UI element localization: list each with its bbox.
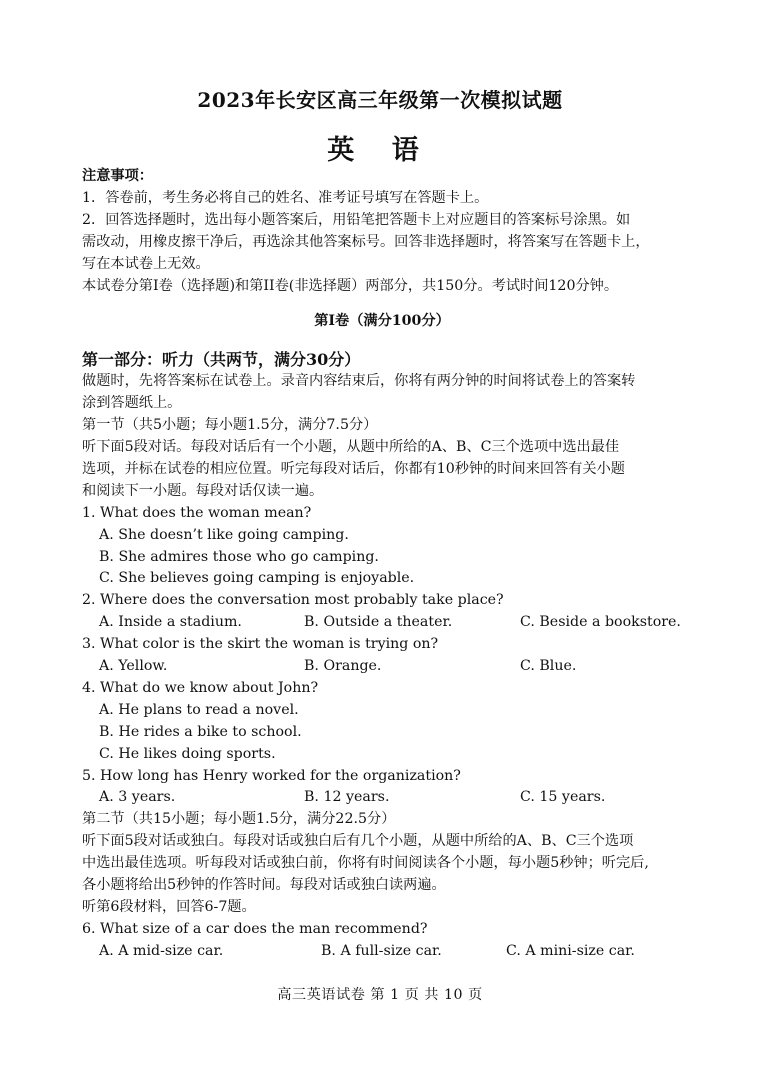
note-1: 1．答卷前，考生务必将自己的姓名、准考证号填写在答题卡上。: [82, 189, 489, 206]
question-5-stem: 5. How long has Henry worked for the organization?: [82, 767, 461, 784]
question-5-option-a: A. 3 years.: [99, 789, 176, 806]
question-2-stem: 2. Where does the conversation most probably take place?: [82, 592, 504, 609]
question-5-options: [82, 787, 682, 809]
section-2-instruction-line-1: 听下面5段对话或独白。每段对话或独白后有几个小题，从题中所给的A、B、C三个选项: [82, 833, 634, 850]
section-2-material-note: 听第6段材料，回答6-7题。: [82, 899, 256, 915]
question-4-stem: 4. What do we know about John?: [82, 679, 319, 696]
question-6-option-b: B. A full-size car.: [321, 942, 442, 959]
section-1-instruction-line-2: 选项，并标在试卷的相应位置。听完每段对话后，你都有10秒钟的时间来回答有关小题: [82, 460, 625, 477]
section-1-instruction-line-3: 和阅读下一小题。每段对话仅读一遍。: [82, 482, 324, 499]
question-6-option-c: C. A mini-size car.: [506, 942, 635, 959]
question-6-stem: 6. What size of a car does the man recommend?: [82, 920, 428, 937]
question-3-option-c: C. Blue.: [520, 658, 577, 675]
question-2-option-a: A. Inside a stadium.: [99, 614, 242, 631]
question-3-options: [82, 656, 682, 678]
note-2-line-3: 写在本试卷上无效。: [82, 255, 210, 272]
notes-heading: 注意事项：: [82, 168, 153, 184]
question-6-options: [82, 941, 682, 963]
question-4-option-c: C. He likes doing sports.: [99, 745, 276, 762]
question-1-option-a: A. She doesn’t like going camping.: [99, 526, 349, 543]
exam-structure-note: 本试卷分第I卷（选择题)和第II卷(非选择题）两部分，共150分。考试时间120分钟。: [82, 277, 619, 294]
question-3-stem: 3. What color is the skirt the woman is trying on?: [82, 636, 439, 653]
question-3-option-a: A. Yellow.: [99, 658, 168, 675]
part-1-heading: 第一部分：听力（共两节，满分30分）: [82, 350, 361, 370]
exam-title: 2023年长安区高三年级第一次模拟试题: [197, 88, 563, 112]
question-2-option-b: B. Outside a theater.: [304, 614, 453, 631]
note-2-line-1: 2．回答选择题时，选出每小题答案后，用铅笔把答题卡上对应题目的答案标号涂黑。如: [82, 211, 631, 228]
question-4-option-b: B. He rides a bike to school.: [99, 723, 302, 740]
exam-subject: 英 语: [327, 135, 433, 166]
question-1-option-b: B. She admires those who go camping.: [99, 548, 379, 565]
question-2-option-c: C. Beside a bookstore.: [520, 614, 681, 631]
page-footer: 高三英语试卷 第 1 页 共 10 页: [277, 987, 483, 1003]
section-2-instruction-line-3: 各小题将给出5秒钟的作答时间。每段对话或独白读两遍。: [82, 877, 446, 894]
note-2-line-2: 需改动，用橡皮擦干净后，再选涂其他答案标号。回答非选择题时，将答案写在答题卡上，: [82, 233, 650, 250]
question-2-options: [82, 612, 682, 634]
volume-1-heading: 第I卷（满分100分）: [314, 313, 450, 330]
question-5-option-b: B. 12 years.: [304, 789, 390, 806]
part-1-intro-line-2: 涂到答题纸上。: [82, 395, 182, 412]
question-5-option-c: C. 15 years.: [520, 789, 606, 806]
section-2-heading: 第二节（共15小题；每小题1.5分，满分22.5分）: [82, 811, 396, 828]
section-1-instruction-line-1: 听下面5段对话。每段对话后有一个小题，从题中所给的A、B、C三个选项中选出最佳: [82, 438, 620, 455]
question-1-option-c: C. She believes going camping is enjoyable.: [99, 570, 415, 587]
question-4-option-a: A. He plans to read a novel.: [99, 701, 299, 718]
part-1-intro-line-1: 做题时，先将答案标在试卷上。录音内容结束后，你将有两分钟的时间将试卷上的答案转: [82, 373, 636, 390]
exam-body: [82, 166, 682, 963]
question-3-option-b: B. Orange.: [304, 658, 382, 675]
section-1-heading: 第一节（共5小题；每小题1.5分，满分7.5分）: [82, 417, 378, 434]
section-2-instruction-line-2: 中选出最佳选项。听每段对话或独白前，你将有时间阅读各个小题，每小题5秒钟；听完后,: [82, 855, 649, 872]
question-1-stem: 1. What does the woman mean?: [82, 504, 312, 521]
question-6-option-a: A. A mid-size car.: [99, 942, 224, 959]
